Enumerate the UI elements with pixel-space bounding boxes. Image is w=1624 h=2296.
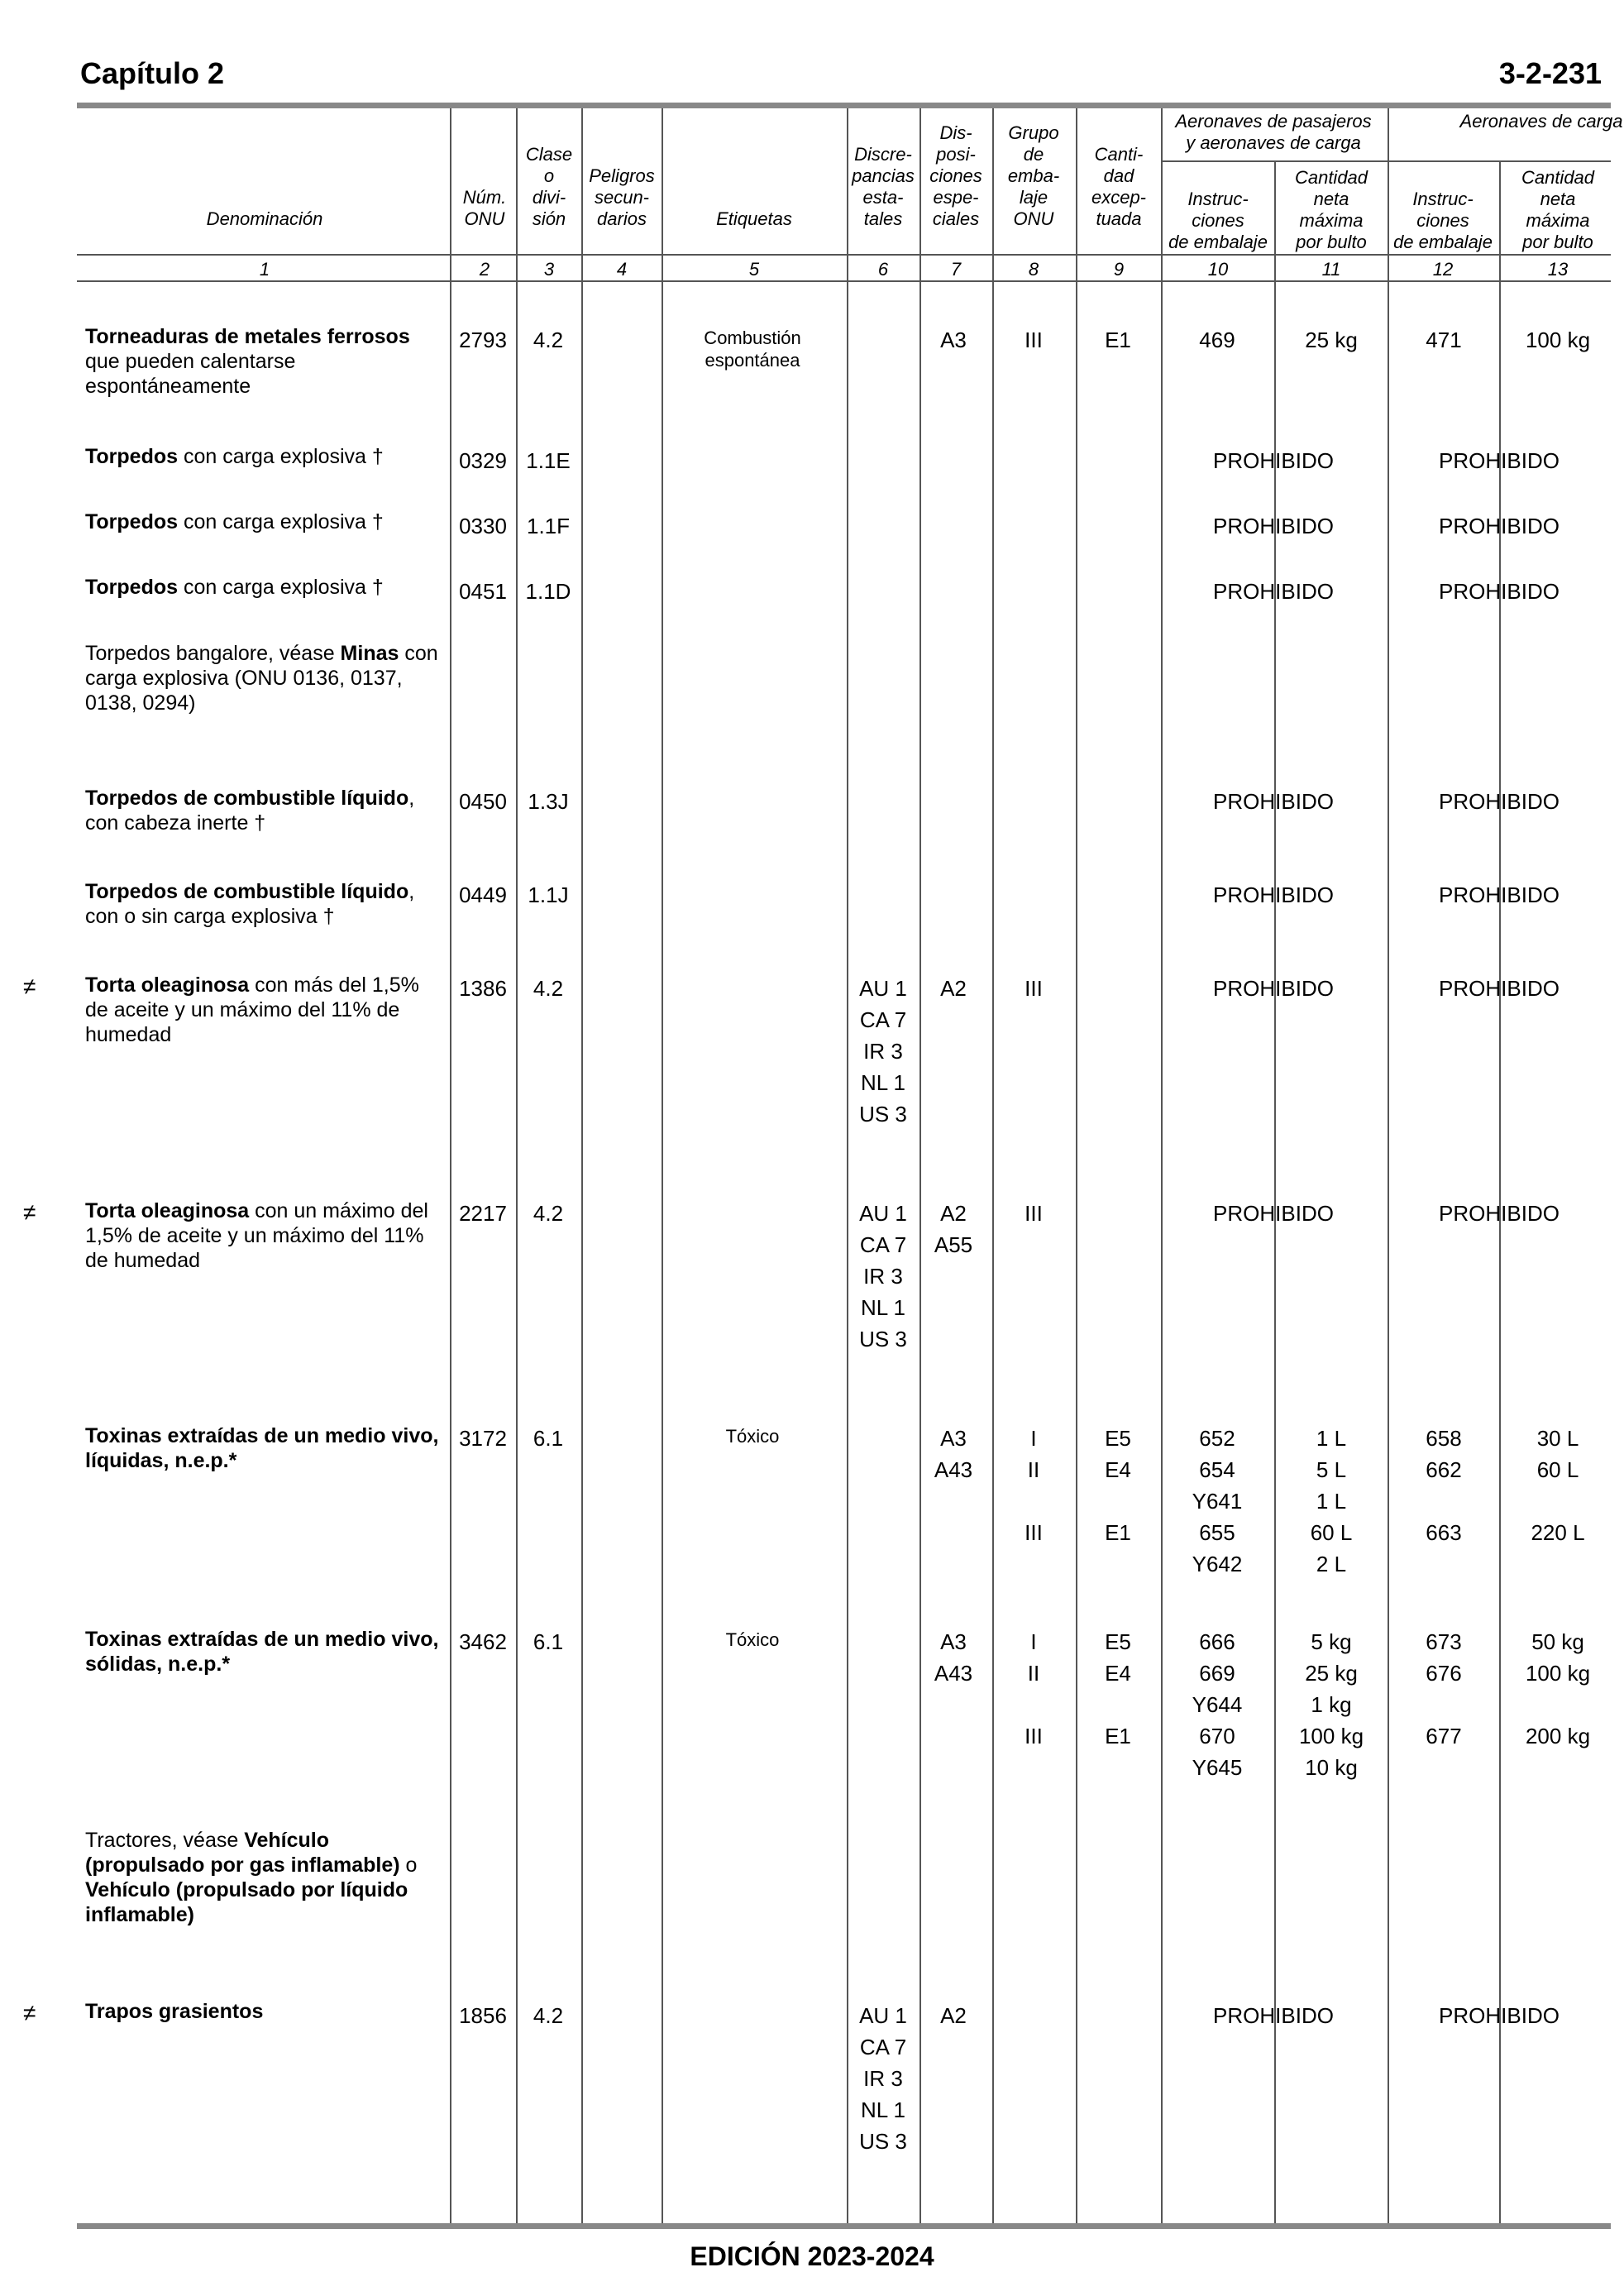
un-number: 1856 <box>459 2003 507 2028</box>
packing-instruction-cargo: 471 <box>1426 328 1462 352</box>
col-divider <box>1161 108 1163 2223</box>
col-cantidad-exceptuada: Canti- dad excep- tuada <box>1091 144 1147 229</box>
row-denomination: Torpedos bangalore, véase Minas con carga explosiva (ONU 0136, 0137, 0138, 0294) <box>85 642 438 715</box>
col-peligros: Peligros secun- darios <box>589 165 655 229</box>
row-denomination: Tractores, véase Vehículo (propulsado por gas inflamable) o Vehículo (propulsado por líquido inflamable) <box>85 1829 418 1926</box>
prohibited-cargo: PROHIBIDO <box>1439 2003 1560 2028</box>
net-quantity-cargo: 100 kg <box>1525 328 1591 352</box>
packing-group: III <box>1025 328 1043 352</box>
packing-instruction-pax: 469 <box>1199 328 1235 352</box>
row-denomination: Toxinas extraídas de un medio vivo, líquidas, n.e.p.* <box>85 1424 439 1472</box>
class-division: 1.1E <box>526 448 571 473</box>
change-mark: ≠ <box>23 1199 36 1225</box>
prohibited-cargo: PROHIBIDO <box>1439 1201 1560 1226</box>
packing-instruction-cargo: 658 662 663 <box>1426 1426 1462 1545</box>
page-number: 3-2-231 <box>1498 56 1602 90</box>
prohibited-pax: PROHIBIDO <box>1213 448 1334 473</box>
state-variations: AU 1 CA 7 IR 3 NL 1 US 3 <box>859 1201 907 1351</box>
un-number: 0330 <box>459 514 507 538</box>
col-divider <box>662 108 663 2223</box>
packing-group: III <box>1025 976 1043 1001</box>
col-divider <box>581 108 583 2223</box>
un-number: 2217 <box>459 1201 507 1226</box>
packing-instruction-pax: 666 669 Y644 670 Y645 <box>1192 1629 1243 1780</box>
change-mark: ≠ <box>23 2000 36 2026</box>
col-number: 6 <box>877 259 889 280</box>
row-denomination: Torpedos de combustible líquido, con o sin carga explosiva † <box>85 880 415 928</box>
un-number: 2793 <box>459 328 507 352</box>
numbers-divider <box>77 280 1611 282</box>
packing-instruction-pax: 652 654 Y641 655 Y642 <box>1192 1426 1243 1576</box>
row-denomination: Torta oleaginosa con más del 1,5% de aceite y un máximo del 11% de humedad <box>85 973 419 1046</box>
col-divider <box>919 108 921 2223</box>
prohibited-pax: PROHIBIDO <box>1213 1201 1334 1226</box>
class-division: 1.1D <box>525 579 571 604</box>
un-number: 1386 <box>459 976 507 1001</box>
class-division: 1.3J <box>528 789 569 814</box>
col-number: 8 <box>1028 259 1039 280</box>
row-denomination: Torpedos con carga explosiva † <box>85 576 384 599</box>
row-denomination: Torpedos con carga explosiva † <box>85 510 384 533</box>
col-cantidad-neta-2: Cantidad neta máxima por bulto <box>1521 167 1595 252</box>
net-quantity-pax: 25 kg <box>1305 328 1358 352</box>
col-group-carga: Aeronaves de carga <box>1459 111 1623 132</box>
un-number: 3172 <box>459 1426 507 1451</box>
net-quantity-cargo: 30 L 60 L 220 L <box>1531 1426 1585 1545</box>
prohibited-cargo: PROHIBIDO <box>1439 789 1560 814</box>
col-num-onu: Núm. ONU <box>462 187 507 229</box>
col-number: 12 <box>1432 259 1454 280</box>
class-division: 6.1 <box>533 1426 564 1451</box>
col-instrucciones-2: Instruc- ciones de embalaje <box>1393 189 1493 252</box>
edition-footer: EDICIÓN 2023-2024 <box>690 2241 934 2271</box>
net-quantity-pax: 1 L 5 L 1 L 60 L 2 L <box>1310 1426 1353 1576</box>
row-denomination: Torta oleaginosa con un máximo del 1,5% de aceite y un máximo del 11% de humedad <box>85 1199 428 1272</box>
chapter-title: Capítulo 2 <box>80 56 225 90</box>
col-number: 11 <box>1321 259 1341 280</box>
special-provisions: A2 A55 <box>934 1201 973 1257</box>
col-number: 2 <box>479 259 490 280</box>
label-text: Combustión espontánea <box>704 328 801 371</box>
class-division: 6.1 <box>533 1629 564 1654</box>
prohibited-cargo: PROHIBIDO <box>1439 579 1560 604</box>
col-number: 4 <box>616 259 628 280</box>
top-rule <box>77 103 1611 108</box>
prohibited-pax: PROHIBIDO <box>1213 514 1334 538</box>
prohibited-pax: PROHIBIDO <box>1213 976 1334 1001</box>
col-number: 9 <box>1113 259 1125 280</box>
label-text: Tóxico <box>725 1629 780 1650</box>
packing-group: I II III <box>1025 1629 1043 1748</box>
packing-group: I II III <box>1025 1426 1043 1545</box>
class-division: 1.1F <box>526 514 571 538</box>
col-divider <box>450 108 451 2223</box>
header-divider <box>77 254 1611 256</box>
packing-instruction-cargo: 673 676 677 <box>1426 1629 1462 1748</box>
change-mark: ≠ <box>23 973 36 999</box>
col-grupo: Grupo de emba- laje ONU <box>1007 122 1060 229</box>
col-clase: Clase o divi- sión <box>525 144 573 229</box>
prohibited-pax: PROHIBIDO <box>1213 579 1334 604</box>
prohibited-cargo: PROHIBIDO <box>1439 883 1560 907</box>
col-divider <box>992 108 994 2223</box>
row-denomination: Trapos grasientos <box>85 2000 264 2023</box>
group-divider <box>1161 160 1611 162</box>
col-group-pasajeros: Aeronaves de pasajeros y aeronaves de carga <box>1175 111 1372 153</box>
row-denomination: Torpedos de combustible líquido, con cabeza inerte † <box>85 787 415 835</box>
prohibited-pax: PROHIBIDO <box>1213 789 1334 814</box>
net-quantity-pax: 5 kg 25 kg 1 kg 100 kg 10 kg <box>1298 1629 1364 1780</box>
excepted-quantity: E1 <box>1105 328 1131 352</box>
special-provisions: A3 <box>940 328 967 352</box>
col-disposiciones: Dis- posi- ciones espe- ciales <box>929 122 982 229</box>
prohibited-pax: PROHIBIDO <box>1213 883 1334 907</box>
col-number: 5 <box>748 259 760 280</box>
col-cantidad-neta-1: Cantidad neta máxima por bulto <box>1294 167 1368 252</box>
special-provisions: A2 <box>940 2003 967 2028</box>
col-number: 10 <box>1207 259 1229 280</box>
col-discrepancias: Discre- pancias esta- tales <box>852 144 915 229</box>
col-divider <box>1388 108 1389 2223</box>
col-instrucciones-1: Instruc- ciones de embalaje <box>1168 189 1268 252</box>
col-divider <box>847 108 848 2223</box>
col-divider <box>1076 108 1077 2223</box>
un-number: 0449 <box>459 883 507 907</box>
class-division: 4.2 <box>533 976 564 1001</box>
label-text: Tóxico <box>725 1426 780 1447</box>
prohibited-pax: PROHIBIDO <box>1213 2003 1334 2028</box>
col-number: 7 <box>950 259 962 280</box>
bottom-rule <box>77 2223 1611 2229</box>
class-division: 4.2 <box>533 2003 564 2028</box>
class-division: 4.2 <box>533 328 564 352</box>
prohibited-cargo: PROHIBIDO <box>1439 448 1560 473</box>
state-variations: AU 1 CA 7 IR 3 NL 1 US 3 <box>859 2003 907 2154</box>
col-number: 3 <box>543 259 555 280</box>
net-quantity-cargo: 50 kg 100 kg 200 kg <box>1525 1629 1591 1748</box>
un-number: 0451 <box>459 579 507 604</box>
class-division: 1.1J <box>528 883 569 907</box>
class-division: 4.2 <box>533 1201 564 1226</box>
row-denomination: Toxinas extraídas de un medio vivo, sólidas, n.e.p.* <box>85 1628 439 1676</box>
un-number: 0450 <box>459 789 507 814</box>
state-variations: AU 1 CA 7 IR 3 NL 1 US 3 <box>859 976 907 1126</box>
un-number: 3462 <box>459 1629 507 1654</box>
prohibited-cargo: PROHIBIDO <box>1439 976 1560 1001</box>
prohibited-cargo: PROHIBIDO <box>1439 514 1560 538</box>
row-denomination: Torpedos con carga explosiva † <box>85 445 384 468</box>
col-etiquetas: Etiquetas <box>716 208 792 229</box>
col-number: 1 <box>259 259 270 280</box>
col-divider <box>516 108 518 2223</box>
col-denominacion: Denominación <box>206 208 323 229</box>
packing-group: III <box>1025 1201 1043 1226</box>
un-number: 0329 <box>459 448 507 473</box>
special-provisions: A3 A43 <box>934 1629 973 1686</box>
col-number: 13 <box>1547 259 1569 280</box>
row-denomination: Torneaduras de metales ferrosos que pueden calentarse espontáneamente <box>85 325 410 398</box>
special-provisions: A3 A43 <box>934 1426 973 1482</box>
special-provisions: A2 <box>940 976 967 1001</box>
excepted-quantity: E5 E4 E1 <box>1105 1426 1131 1545</box>
excepted-quantity: E5 E4 E1 <box>1105 1629 1131 1748</box>
